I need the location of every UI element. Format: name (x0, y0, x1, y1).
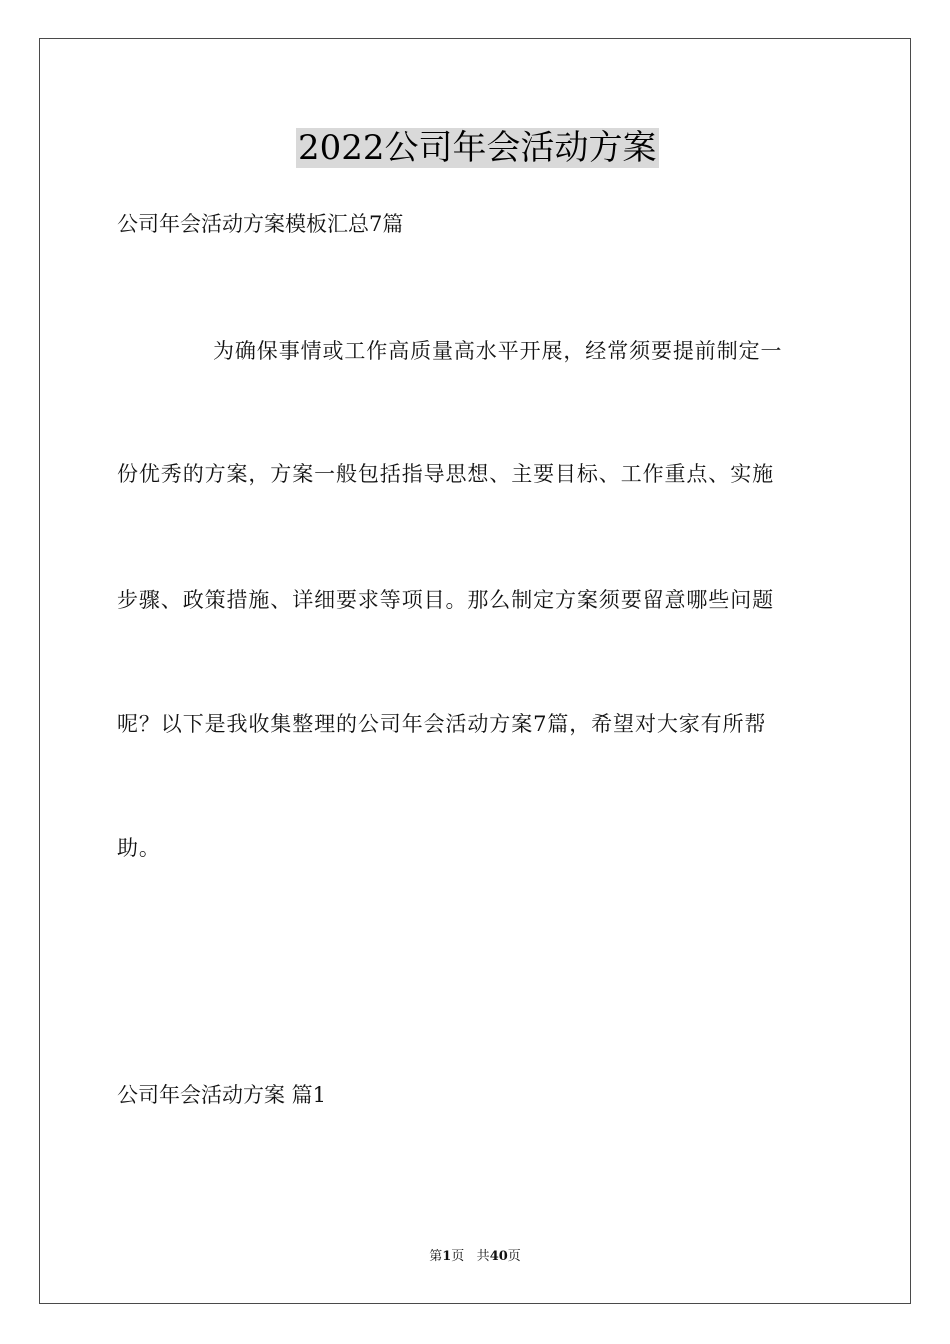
intro-paragraph-line-2: 份优秀的方案，方案一般包括指导思想、主要目标、工作重点、实施 (117, 462, 774, 486)
intro-paragraph-line-1: 为确保事情或工作高质量高水平开展，经常须要提前制定一 (213, 339, 783, 363)
total-prefix: 共 (476, 1249, 490, 1264)
total-pages: 40 (489, 1249, 508, 1264)
page-number: 1 (442, 1249, 452, 1264)
page-prefix: 第 (429, 1249, 443, 1264)
intro-paragraph-line-3: 步骤、政策措施、详细要求等项目。那么制定方案须要留意哪些问题 (117, 588, 774, 612)
page-footer (0, 1247, 950, 1267)
section-heading: 公司年会活动方案 篇1 (117, 1083, 327, 1107)
total-suffix: 页 (507, 1249, 521, 1264)
intro-paragraph-line-5: 助。 (117, 836, 161, 860)
document-title: 2022公司年会活动方案 (298, 128, 657, 168)
page-suffix: 页 (451, 1249, 465, 1264)
intro-paragraph-line-4: 呢？以下是我收集整理的公司年会活动方案7篇，希望对大家有所帮 (117, 712, 767, 736)
document-subtitle: 公司年会活动方案模板汇总7篇 (117, 212, 404, 236)
